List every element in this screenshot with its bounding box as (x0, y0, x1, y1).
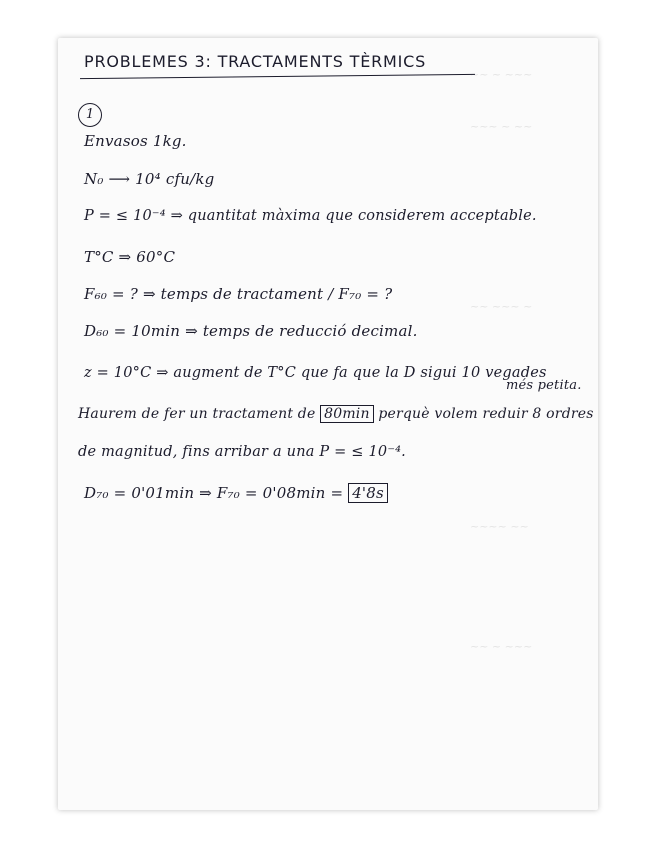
line-z: z = 10°C ⇒ augment de T°C que fa que la D sigui 10 vegades (84, 365, 547, 381)
line-d60: D₆₀ = 10min ⇒ temps de reducció decimal. (84, 322, 418, 340)
line-f60: F₆₀ = ? ⇒ temps de tractament / F₇₀ = ? (84, 285, 393, 303)
line-probability: P = ≤ 10⁻⁴ ⇒ quantitat màxima que considerem acceptable. (84, 208, 537, 224)
bleed-through-text: ~~ ~ ~~~ (470, 640, 533, 653)
line-temperature: T°C ⇒ 60°C (84, 248, 176, 266)
haurem-text-end: perquè volem reduir 8 ordres (378, 406, 594, 422)
line-magnitud: de magnitud, fins arribar a una P = ≤ 10⁻⁴. (78, 444, 406, 460)
boxed-result-80min: 80min (320, 405, 374, 423)
paper-sheet (58, 38, 598, 810)
haurem-text-start: Haurem de fer un tractament de (78, 406, 316, 422)
bleed-through-text: ~~ ~~~ ~ (470, 300, 533, 313)
bleed-through-text: ~~~~ ~~ (470, 520, 529, 533)
bleed-through-text: ~~ ~ ~~~ (470, 68, 533, 81)
d70-text: D₇₀ = 0'01min ⇒ F₇₀ = 0'08min = (84, 484, 344, 502)
boxed-result-4-8s: 4'8s (348, 483, 388, 503)
line-envasos: Envasos 1kg. (84, 132, 187, 150)
line-z-continuation: més petita. (506, 378, 582, 393)
problem-number: 1 (78, 103, 102, 127)
page-title: PROBLEMES 3: TRACTAMENTS TÈRMICS (84, 52, 427, 71)
line-d70 (84, 484, 388, 502)
line-haurem (78, 406, 594, 422)
bleed-through-text: ~~~ ~ ~~ (470, 120, 533, 133)
line-n0: N₀ ⟶ 10⁴ cfu/kg (84, 170, 215, 188)
